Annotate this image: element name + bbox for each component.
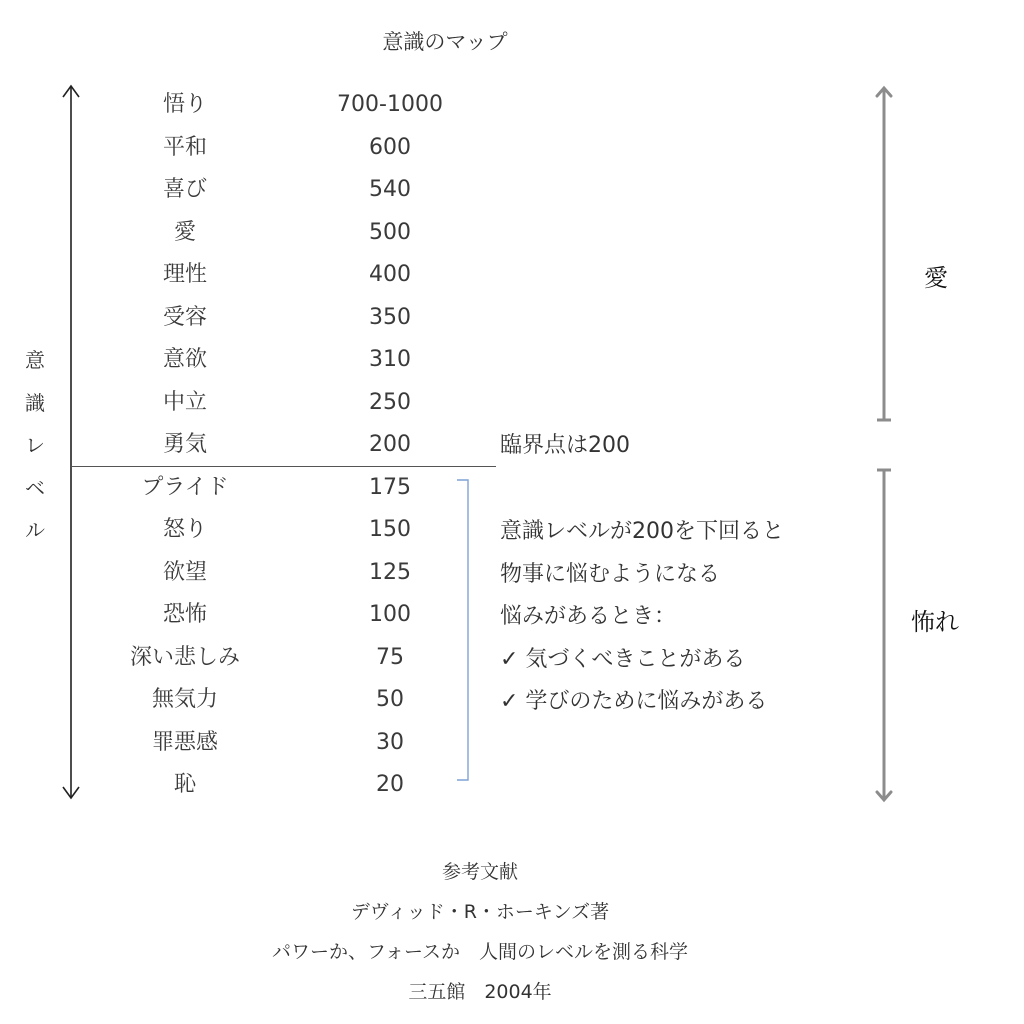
level-value: 50 bbox=[376, 687, 404, 712]
level-name: 恐怖 bbox=[162, 602, 207, 627]
level-value: 600 bbox=[369, 135, 411, 160]
reference-book-title: パワーか、フォースか 人間のレベルを測る科学 bbox=[271, 941, 689, 963]
axis-label-char: レ bbox=[25, 433, 45, 457]
level-value: 150 bbox=[369, 517, 411, 542]
level-value: 20 bbox=[376, 772, 404, 797]
lower-levels-bracket-icon bbox=[455, 478, 475, 782]
level-name: 愛 bbox=[173, 220, 196, 245]
note-check-item: ✓ 気づくべきことがある bbox=[500, 646, 746, 672]
axis-label-char: 意 bbox=[25, 348, 45, 372]
reference-publisher: 三五館 2004年 bbox=[408, 981, 552, 1003]
axis-label-char: ベ bbox=[25, 475, 45, 500]
level-value: 250 bbox=[369, 390, 411, 415]
level-name: 深い悲しみ bbox=[129, 645, 240, 670]
level-value: 200 bbox=[369, 432, 411, 457]
level-value: 350 bbox=[369, 305, 411, 330]
level-name: 怒り bbox=[162, 517, 207, 542]
level-name: 受容 bbox=[162, 305, 207, 330]
level-value: 500 bbox=[369, 220, 411, 245]
level-value: 100 bbox=[369, 602, 411, 627]
explanation-notes bbox=[500, 511, 784, 724]
note-line: 物事に悩むようになる bbox=[500, 561, 721, 587]
level-name: 勇気 bbox=[162, 432, 207, 457]
axis-label-char: 識 bbox=[25, 390, 45, 415]
note-line: 悩みがあるとき： bbox=[500, 604, 677, 629]
level-name: プライド bbox=[141, 475, 229, 500]
axis-label-char: ル bbox=[25, 518, 45, 542]
level-value: 400 bbox=[369, 262, 411, 287]
level-value: 175 bbox=[369, 475, 411, 500]
threshold-line bbox=[71, 466, 496, 467]
page-title: 意識のマップ bbox=[382, 30, 508, 54]
level-value: 540 bbox=[369, 177, 411, 202]
level-value: 30 bbox=[376, 730, 404, 755]
level-name: 罪悪感 bbox=[151, 730, 218, 755]
level-name: 欲望 bbox=[162, 560, 207, 585]
love-range-arrow-icon bbox=[872, 84, 896, 424]
level-value: 125 bbox=[369, 560, 411, 585]
level-name: 喜び bbox=[162, 177, 207, 202]
fear-range-arrow-icon bbox=[872, 466, 896, 806]
threshold-note: 臨界点は200 bbox=[500, 433, 630, 458]
level-value: 310 bbox=[369, 347, 411, 372]
love-label: 愛 bbox=[924, 264, 948, 292]
reference-heading: 参考文献 bbox=[441, 861, 518, 883]
reference-section bbox=[0, 852, 960, 1012]
level-name: 平和 bbox=[162, 135, 207, 160]
axis-label bbox=[20, 339, 50, 552]
fear-label: 怖れ bbox=[911, 608, 959, 636]
level-name: 理性 bbox=[162, 262, 207, 287]
reference-author: デヴィッド・R・ホーキンズ著 bbox=[350, 901, 610, 923]
level-value: 75 bbox=[376, 645, 404, 670]
level-value: 700-1000 bbox=[337, 92, 443, 117]
level-name: 悟り bbox=[162, 92, 207, 117]
level-name: 意欲 bbox=[162, 347, 207, 372]
level-name: 中立 bbox=[162, 390, 207, 415]
level-name: 無気力 bbox=[151, 687, 218, 712]
note-line: 意識レベルが200を下回ると bbox=[500, 519, 784, 544]
note-check-item: ✓ 学びのために悩みがある bbox=[500, 689, 768, 714]
level-name: 恥 bbox=[173, 772, 196, 797]
